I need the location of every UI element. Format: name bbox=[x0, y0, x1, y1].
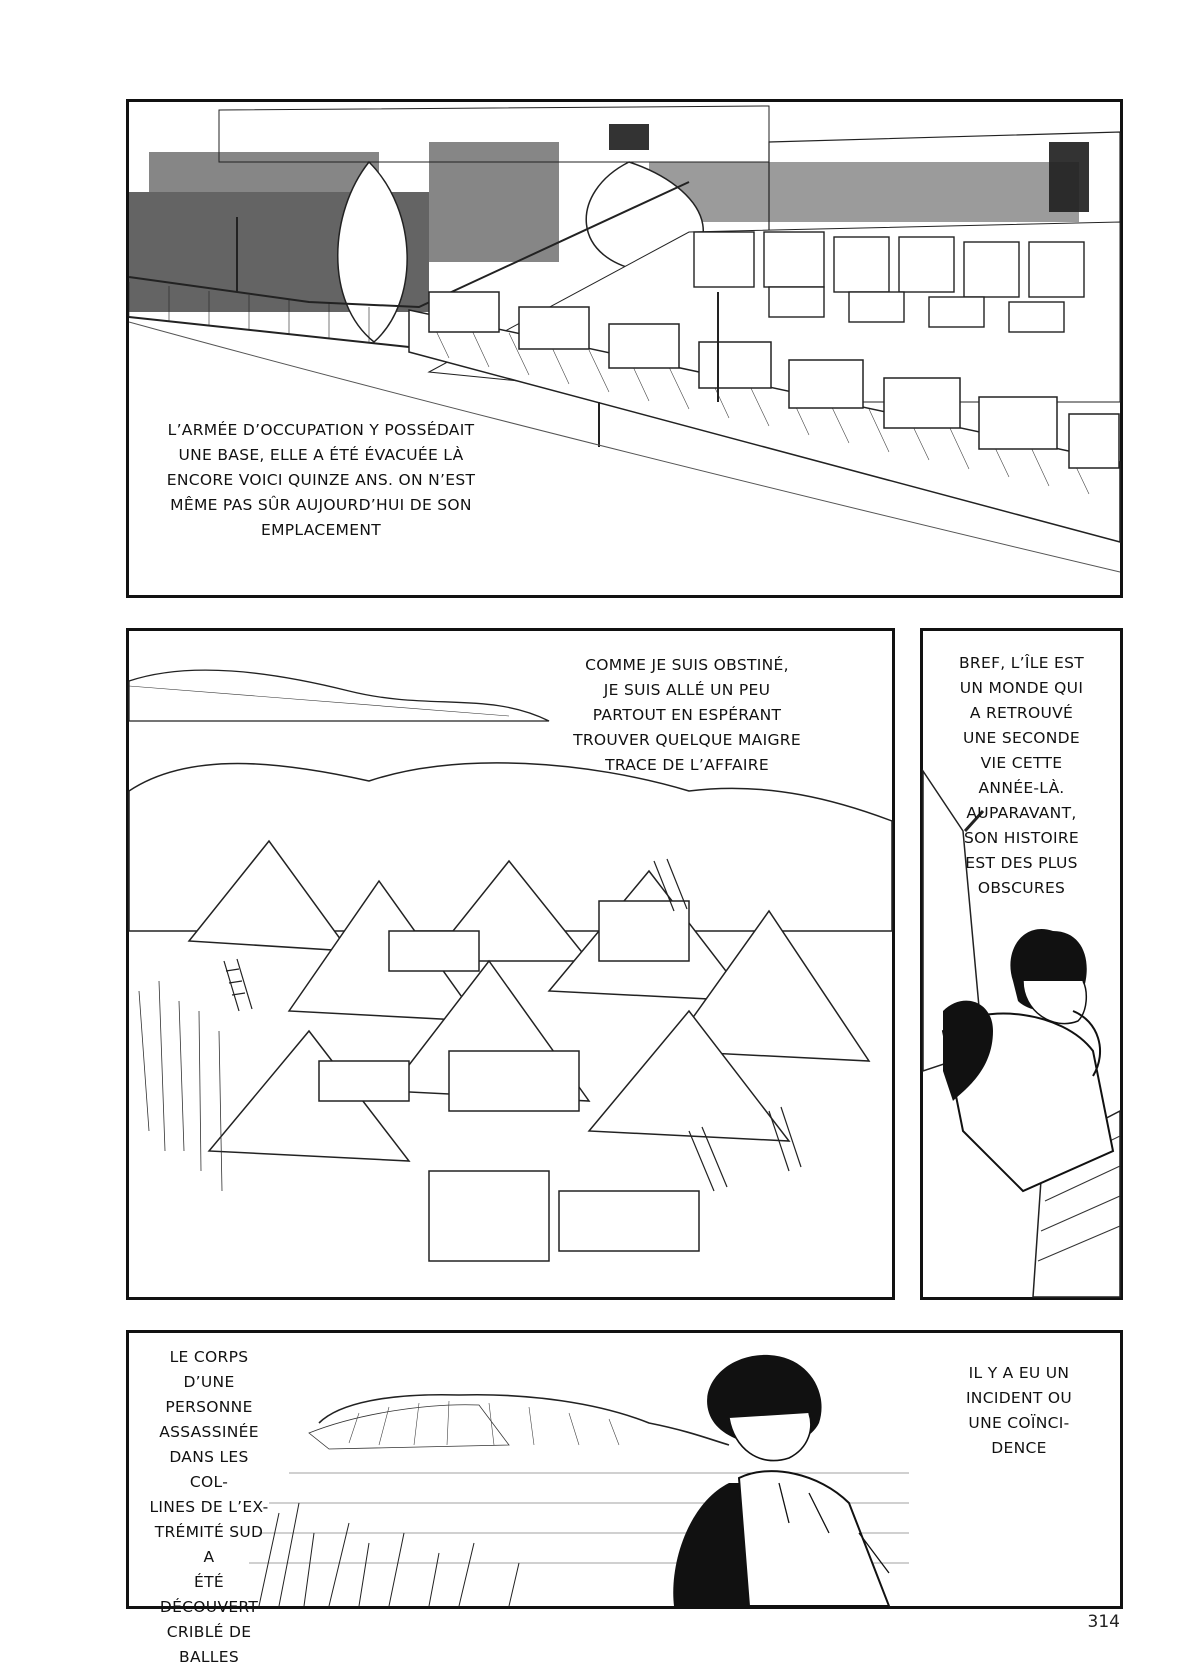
caption-search-traces: COMME JE SUIS OBSTINÉ, JE SUIS ALLÉ UN PEU PARTOUT EN ESPÉRANT TROUVER QUELQUE MAIGRE TRACE DE L’AFFAIRE bbox=[573, 656, 801, 774]
caption-island-history: BREF, L’ÎLE EST UN MONDE QUI A RETROUVÉ UNE SECONDE VIE CETTE ANNÉE-LÀ. AUPARAVANT, SON HISTOIRE EST DES PLUS OBSCURES bbox=[958, 654, 1085, 897]
caption-incident-or-coincidence: IL Y A EU UN INCIDENT OU UNE COÏNCI- DENCE bbox=[965, 1364, 1073, 1457]
panel-village bbox=[126, 628, 895, 1300]
caption-base-history: L’ARMÉE D’OCCUPATION Y POSSÉDAIT UNE BASE, ELLE A ÉTÉ ÉVACUÉE LÀ ENCORE VOICI QUINZE ANS. ON N’EST MÊME PAS SÛR AUJOURD’HUI DE SON EMPLACEMENT bbox=[166, 421, 476, 539]
page-number: 314 bbox=[1087, 1612, 1120, 1632]
panel-military-base bbox=[126, 99, 1123, 598]
panel-man-thinking bbox=[920, 628, 1123, 1300]
caption-body-discovered: LE CORPS D’UNE PERSONNE ASSASSINÉE DANS LES COL- LINES DE L’EX- TRÉMITÉ SUD A ÉTÉ DÉCOUVERT CRIBLÉ DE BALLES bbox=[149, 1348, 269, 1666]
